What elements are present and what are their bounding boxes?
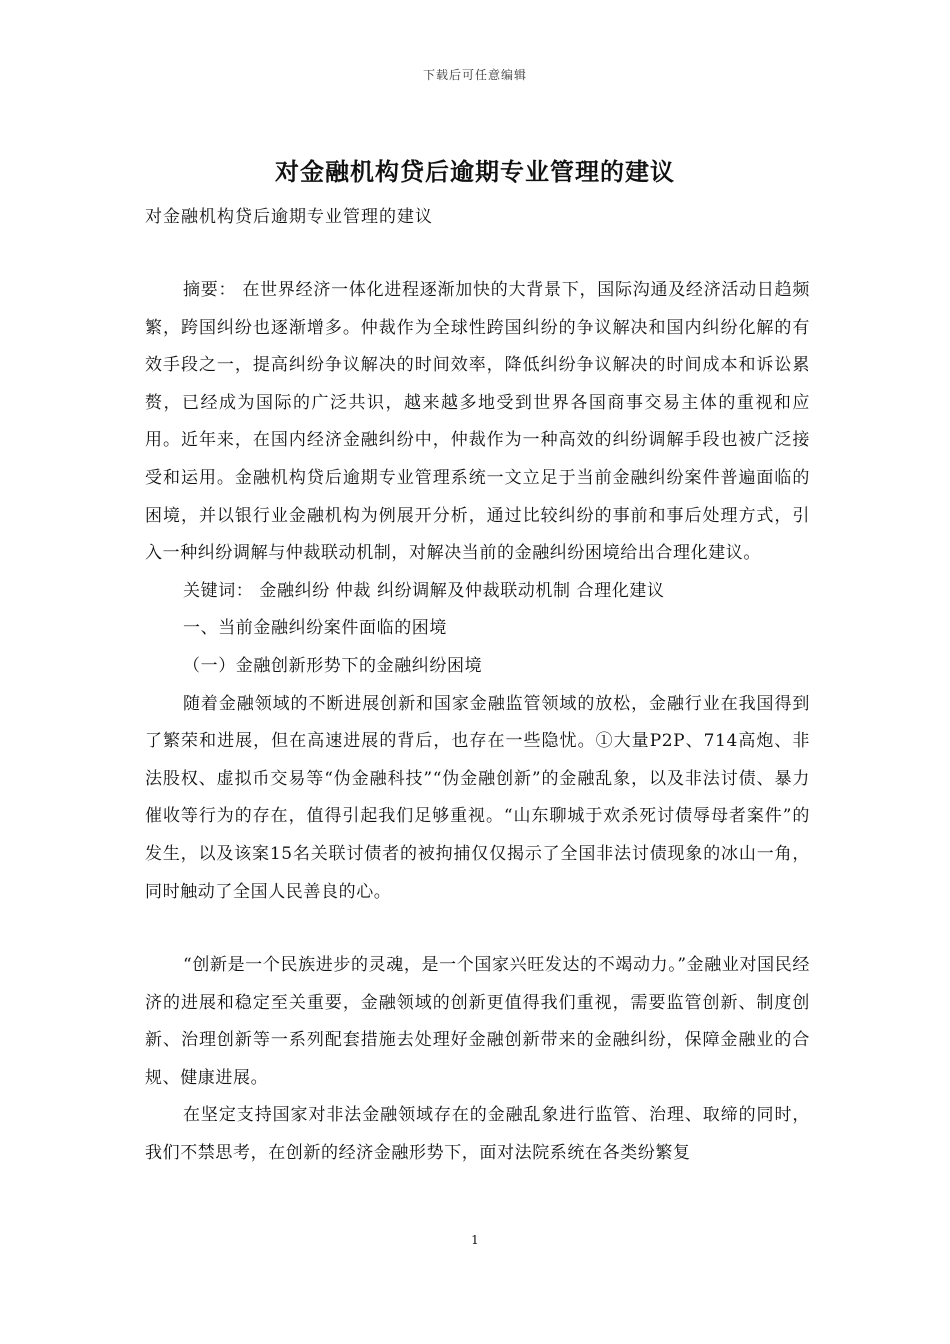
keywords-paragraph: 关键词： 金融纠纷 仲裁 纠纷调解及仲裁联动机制 合理化建议 (183, 580, 665, 601)
abstract-paragraph: 摘要： 在世界经济一体化进程逐渐加快的大背景下，国际沟通及经济活动日趋频繁，跨国纠纷也逐渐增多。仲裁作为全球性跨国纠纷的争议解决和国内纠纷化解的有效手段之一，提高纠纷争议解决的时间效率，降低纠纷争议解决的时间成本和诉讼累赘，已经成为国际的广泛共识，越来越多地受到世界各国商事交易主体的重视和应用。近年来，在国内经济金融纠纷中，仲裁作为一种高效的纠纷调解手段也被广泛接受和运用。金融机构贷后逾期专业管理系统一文立足于当前金融纠纷案件普遍面临的困境，并以银行业金融机构为例展开分析，通过比较纠纷的事前和事后处理方式，引入一种纠纷调解与仲裁联动机制，对解决当前的金融纠纷困境给出合理化建议。 (145, 280, 810, 564)
document-subtitle: 对金融机构贷后逾期专业管理的建议 (145, 207, 433, 227)
body-paragraph: 随着金融领域的不断进展创新和国家金融监管领域的放松，金融行业在我国得到了繁荣和进展，但在高速进展的背后，也存在一些隐忧。①大量P2P、714高炮、非法股权、虚拟币交易等“伪金融科技”“伪金融创新”的金融乱象，以及非法讨债、暴力催收等行为的存在，值得引起我们足够重视。“山东聊城于欢杀死讨债辱母者案件”的发生，以及该案15名关联讨债者的被拘捕仅仅揭示了全国非法讨债现象的冰山一角，同时触动了全国人民善良的心。 (145, 693, 810, 902)
subsection-heading: （一）金融创新形势下的金融纠纷困境 (183, 655, 483, 676)
document-title: 对金融机构贷后逾期专业管理的建议 (275, 157, 675, 186)
page-number: 1 (471, 1233, 479, 1247)
paragraph-spacer (145, 911, 810, 947)
page-header: 下载后可任意编辑 (422, 68, 527, 82)
section-heading: 一、当前金融纠纷案件面临的困境 (183, 618, 447, 639)
document-body (145, 272, 810, 1173)
body-paragraph: 在坚定支持国家对非法金融领域存在的金融乱象进行监管、治理、取缔的同时，我们不禁思考，在创新的经济金融形势下，面对法院系统在各类纷繁复 (145, 1105, 810, 1164)
body-paragraph: “创新是一个民族进步的灵魂，是一个国家兴旺发达的不竭动力。”金融业对国民经济的进展和稳定至关重要，金融领域的创新更值得我们重视，需要监管创新、制度创新、治理创新等一系列配套措施去处理好金融创新带来的金融纠纷，保障金融业的合规、健康进展。 (145, 955, 810, 1088)
